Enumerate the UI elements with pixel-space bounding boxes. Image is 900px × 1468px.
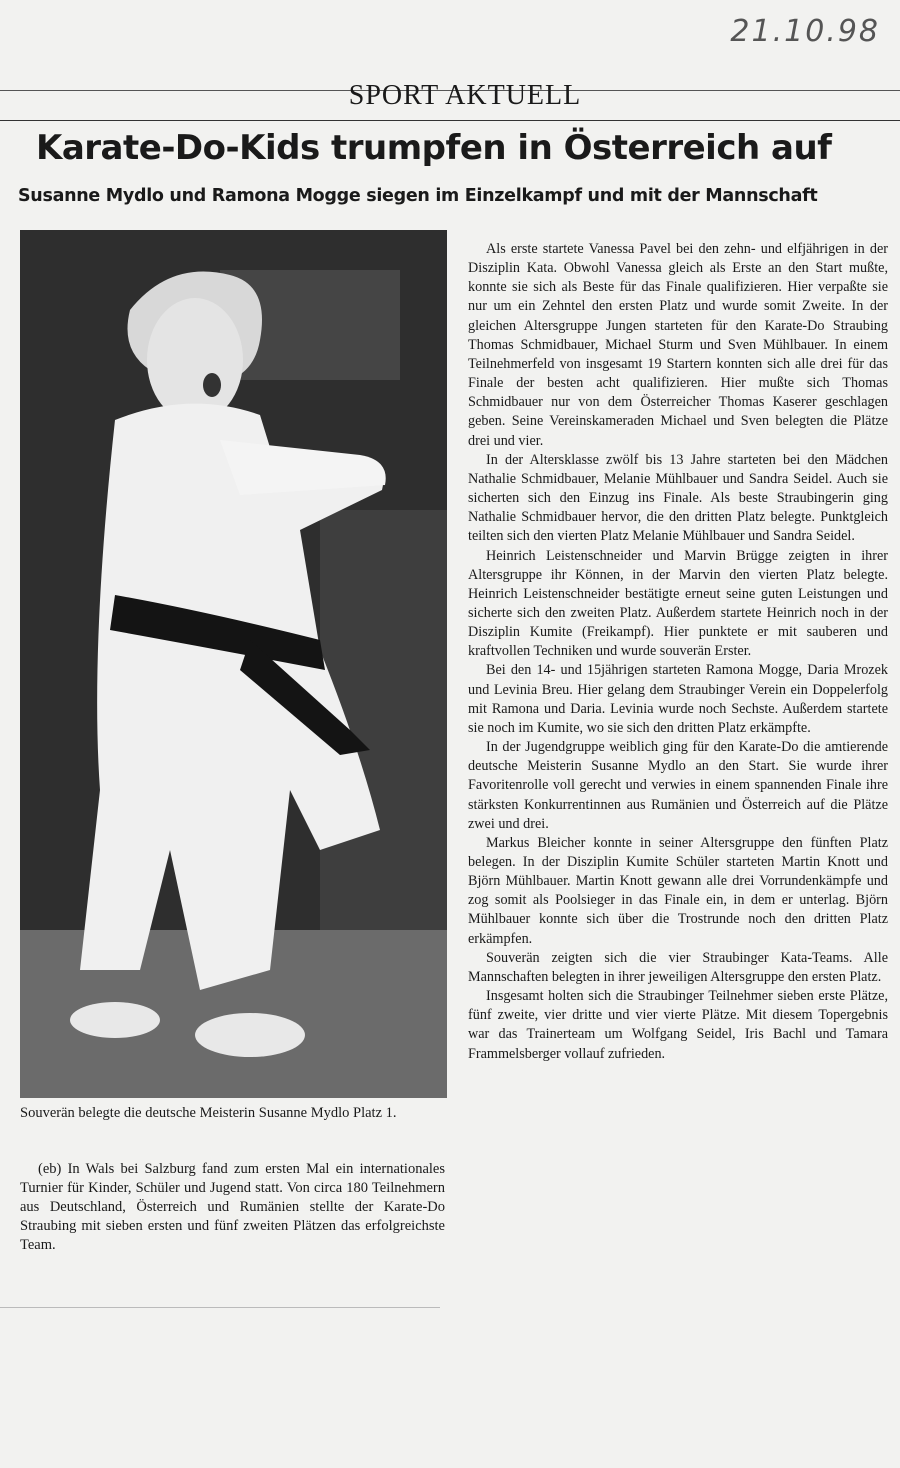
paragraph: Insgesamt holten sich die Straubinger Teilnehmer sieben erste Plätze, fünf zweite, vier dritte und vier vierte Plätze. Mit diesem Topergebnis war das Trainerteam um Wolfgang Seidel, Iris Bachl und Tamara Frammelsberger vollauf zufrieden. — [468, 988, 888, 1062]
article-body — [468, 240, 888, 1064]
karate-figure-illustration — [20, 230, 447, 1098]
paragraph: In der Jugendgruppe weiblich ging für den Karate-Do die amtierende deutsche Meisterin Susanne Mydlo an den Start. Sie wurde ihrer Favoritenrolle voll gerecht und verwies in einem spannenden Finale ihre stärksten Konkurrentinnen aus Rumänien und Österreich auf die Plätze zwei und drei. — [468, 739, 888, 832]
section-kicker: SPORT AKTUELL — [348, 80, 582, 111]
handwritten-date: 21.10.98 — [730, 14, 880, 49]
subheadline: Susanne Mydlo und Ramona Mogge siegen im Einzelkampf und mit der Mannschaft — [18, 186, 818, 206]
paragraph: In der Altersklasse zwölf bis 13 Jahre starteten bei den Mädchen Nathalie Schmidbauer, Melanie Mühlbauer und Sandra Seidel. Auch sie sicherten sich den Einzug ins Finale. Als beste Straubingerin ging Nathalie Schmidbauer hervor, die den dritten Platz belegte. Punktgleich teilten sich den vierten Platz Melanie Mühlbauer und Sandra Seidel. — [468, 451, 888, 545]
intro-paragraph: (eb) In Wals bei Salzburg fand zum ersten Mal ein internationales Turnier für Kinder, Schüler und Jugend statt. Von circa 180 Teilnehmern aus Deutschland, Österreich und Rumänien stellte der Karate-Do Straubing mit sieben ersten und fünf zweiten Plätzen das erfolgreichste Team. — [20, 1161, 445, 1253]
karate-photo — [20, 230, 447, 1098]
kicker-rule — [0, 120, 900, 121]
paragraph: Als erste startete Vanessa Pavel bei den zehn- und elfjährigen in der Disziplin Kata. Obwohl Vanessa gleich als Erste an den Start mußte, konnte sie sich als Beste für das Finale qualifizieren. Hier verpaßte sie nur um ein Zehntel den ersten Platz und wurde somit Zweite. In der gleichen Altersgruppe Jungen starteten für den Karate-Do Straubing Thomas Schmidbauer, Michael Sturm und Sven Mühlbauer. In einem Teilnehmerfeld von insgesamt 19 Startern konnten sich alle drei für das Finale der besten acht qualifizieren. Hier mußte sich Thomas Schmidbauer nur von dem Österreicher Thomas Kaserer geschlagen geben. Seine Vereinskameraden Michael und Sven belegten die Plätze drei und vier. — [468, 241, 888, 449]
photo-caption: Souverän belegte die deutsche Meisterin Susanne Mydlo Platz 1. — [20, 1105, 397, 1121]
paragraph: Souverän zeigten sich die vier Straubinger Kata-Teams. Alle Mannschaften belegten in ihrer jeweiligen Altersgruppe den ersten Platz. — [468, 949, 888, 985]
headline: Karate-Do-Kids trumpfen in Österreich auf — [36, 128, 832, 168]
paragraph: Markus Bleicher konnte in seiner Altersgruppe den fünften Platz belegen. In der Disziplin Kumite Schüler starteten Martin Knott und Björn Mühlbauer. Martin Knott gewann alle drei Vorrundenkämpfe und zog somit als Poolsieger in das Finale ein, in dem er unterlag. Björn Mühlbauer konnte sich über die Trostrunde noch den dritten Platz erkämpfen. — [468, 834, 888, 947]
paragraph: Heinrich Leistenschneider und Marvin Brügge zeigten in ihrer Altersgruppe ihr Können, in der Marvin den vierten Platz belegte. Heinrich Leistenschneider bestätigte erneut seine guten Leistungen und sicherte sich den zweiten Platz. Außerdem startete Heinrich noch in der Disziplin Kumite (Freikampf). Hier punktete er mit sauberen und kraftvollen Techniken und wurde souverän Erster. — [468, 547, 888, 660]
paragraph: Bei den 14- und 15jährigen starteten Ramona Mogge, Daria Mrozek und Levinia Breu. Hier gelang dem Straubinger Verein ein Doppelerfolg mit Ramona und Daria. Levinia wurde noch Sechste. Außerdem startete sie noch im Kumite, wo sie sich den dritten Platz erkämpfte. — [468, 662, 888, 736]
